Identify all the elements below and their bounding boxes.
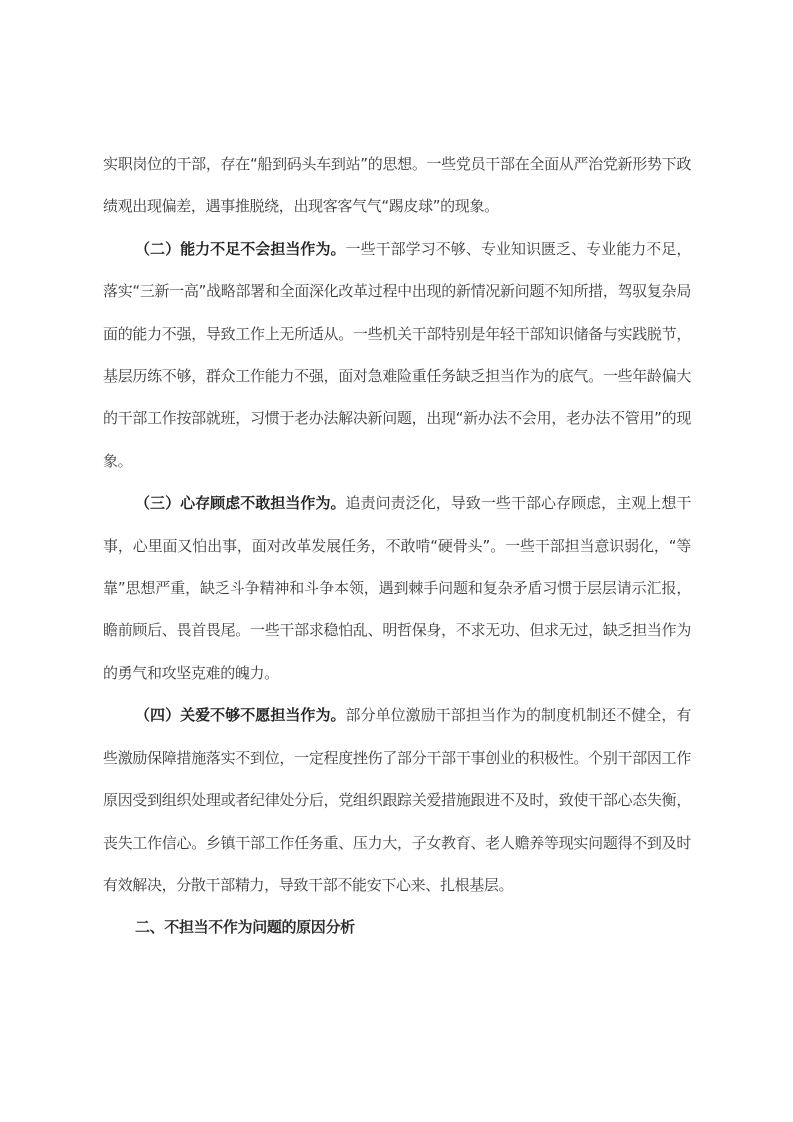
- paragraph-lead-heading: （四）关爱不够不愿担当作为。: [135, 706, 346, 725]
- paragraph-text: 追责问责泛化，导致一些干部心存顾虑，主观上想干事，心里面又怕出事，面对改革发展任务，不敢啃“硬骨头”。一些干部担当意识弱化，“等靠”思想严重，缺乏斗争精神和斗争本领，遇到棘手问题和复杂矛盾习惯于层层请示汇报，瞻前顾后、畏首畏尾。一些干部求稳怕乱、明哲保身，不求无功、但求无过，缺乏担当作为的勇气和攻坚克难的魄力。: [103, 494, 692, 682]
- paragraph-text: 实职岗位的干部，存在“船到码头车到站”的思想。一些党员干部在全面从严治党新形势下政绩观出现偏差，遇事推脱绕，出现客客气气“踢皮球”的现象。: [103, 155, 691, 216]
- paragraph-continuation: [103, 143, 691, 228]
- paragraph-ability: [103, 228, 691, 482]
- paragraph-lead-heading: （二）能力不足不会担当作为。: [135, 239, 346, 258]
- paragraph-lead-heading: （三）心存顾虑不敢担当作为。: [135, 494, 346, 513]
- paragraph-care: [103, 694, 691, 906]
- paragraph-text: 一些干部学习不够、专业知识匮乏、专业能力不足，落实“三新一高”战略部署和全面深化改革过程中出现的新情况新问题不知所措，驾驭复杂局面的能力不强，导致工作上无所适从。一些机关干部特别是年轻干部知识储备与实践脱节，基层历练不够，群众工作能力不强，面对急难险重任务缺乏担当作为的底气。一些年龄偏大的干部工作按部就班，习惯于老办法解决新问题，出现“新办法不会用，老办法不管用”的现象。: [103, 239, 692, 470]
- paragraph-text: 部分单位激励干部担当作为的制度机制还不健全，有些激励保障措施落实不到位，一定程度挫伤了部分干部干事创业的积极性。个别干部因工作原因受到组织处理或者纪律处分后，党组织跟踪关爱措施跟进不及时，致使干部心态失衡，丧失工作信心。乡镇干部工作任务重、压力大，子女教育、老人赡养等现实问题得不到及时有效解决，分散干部精力，导致干部不能安下心来、扎根基层。: [103, 706, 692, 894]
- section-heading: 二、不担当不作为问题的原因分析: [135, 918, 355, 937]
- paragraph-concerns: [103, 482, 691, 694]
- document-page: [103, 143, 691, 949]
